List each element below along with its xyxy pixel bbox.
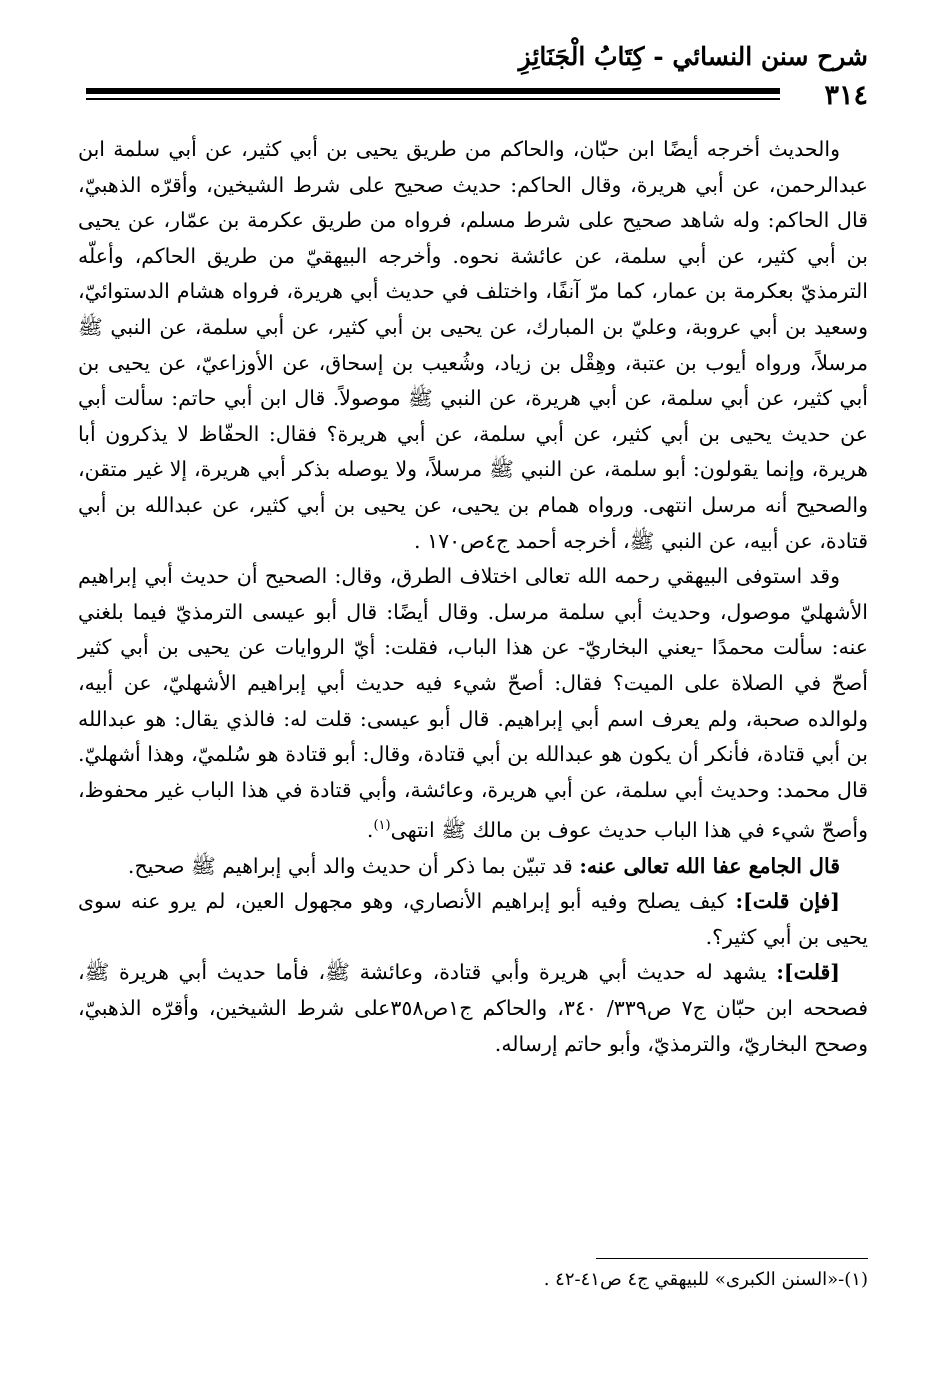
paragraph-4-lead: [فإن قلت]: bbox=[735, 889, 840, 914]
paragraph-4-text: كيف يصلح وفيه أبو إبراهيم الأنصاري، وهو مجهول العين، لم يرو عنه سوى يحيى بن أبي كثير؟. bbox=[78, 889, 868, 949]
paragraph-1: والحديث أخرجه أيضًا ابن حبّان، والحاكم من طريق يحيى بن أبي كثير، عن أبي سلمة ابن عبدالرحمن، عن أبي هريرة، وقال الحاكم: حديث صحيح على شرط الشيخين، وأقرّه الذهبيّ، قال الحاكم: وله شاهد صحيح على شرط مسلم، فرواه من طريق عكرمة بن عمّار، عن يحيى بن أبي كثير، عن أبي سلمة، عن عائشة نحوه. وأخرجه البيهقيّ من طريق الحاكم، وأعلّه الترمذيّ بعكرمة بن عمار، كما مرّ آنفًا، واختلف في حديث أبي هريرة، فرواه هشام الدستوائيّ، وسعيد بن أبي عروبة، وعليّ بن المبارك، عن يحيى بن أبي كثير، عن أبي سلمة، عن النبي ﷺ مرسلاً، ورواه أيوب بن عتبة، وهِقْل بن زياد، وشُعيب بن إسحاق، عن الأوزاعيّ، عن يحيى بن أبي كثير، عن أبي سلمة، عن أبي هريرة، عن النبي ﷺ موصولاً. قال ابن أبي حاتم: سألت أبي عن حديث يحيى بن أبي كثير، عن أبي سلمة، عن أبي هريرة؟ فقال: الحفّاظ لا يذكرون أبا هريرة، وإنما يقولون: أبو سلمة، عن النبي ﷺ مرسلاً، ولا يوصله بذكر أبي هريرة، إلا غير متقن، والصحيح أنه مرسل انتهى. ورواه همام بن يحيى، عن يحيى بن أبي كثير، عن عبدالله بن أبي قتادة، عن أبيه، عن النبي ﷺ، أخرجه أحمد ج٤ص١٧٠ . bbox=[78, 137, 868, 553]
running-title: شرح سنن النسائي - كِتَابُ الْجَنَائِزِ bbox=[518, 42, 868, 71]
paragraph-5-lead: [قلت]: bbox=[776, 960, 840, 985]
paragraph-2-end: . bbox=[366, 818, 374, 843]
page-number: ٣١٤ bbox=[824, 80, 868, 111]
paragraph-2-text: وقد استوفى البيهقي رحمه الله تعالى اختلاف الطرق، وقال: الصحيح أن حديث أبي إبراهيم الأشهليّ موصول، وحديث أبي سلمة مرسل. وقال أيضًا: قال أبو عيسى الترمذيّ فيما بلغني عنه: سألت محمدًا -يعني البخاريّ- عن هذا الباب، فقلت: أيّ الروايات عن يحيى بن أبي كثير أصحّ في الصلاة على الميت؟ فقال: أصحّ شيء فيه حديث أبي إبراهيم الأشهليّ، عن أبيه، ولوالده صحبة، ولم يعرف اسم أبي إبراهيم. قال أبو عيسى: قلت له: فالذي يقال: هو عبدالله بن أبي قتادة، فأنكر أن يكون هو عبدالله بن أبي قتادة، وقال: أبو قتادة هو سُلميّ، وهذا أشهليّ. قال محمد: وحديث أبي سلمة، عن أبي هريرة، وعائشة، وأبي قتادة في هذا الباب غير محفوظ، وأصحّ شيء في هذا الباب حديث عوف بن مالك ﷺ انتهى bbox=[78, 564, 868, 843]
paragraph-3-lead: قال الجامع عفا الله تعالى عنه: bbox=[579, 853, 840, 878]
paragraph-2 bbox=[78, 559, 868, 849]
paragraph-5 bbox=[78, 955, 868, 1062]
footnote-ref[interactable]: (١) bbox=[373, 818, 391, 834]
paragraph-3-text: قد تبيّن بما ذكر أن حديث والد أبي إبراهيم ﷺ صحيح. bbox=[127, 853, 580, 878]
body-text bbox=[78, 132, 868, 1062]
footnote: (١)-«السنن الكبرى» للبيهقي ج٤ ص٤١-٤٢ . bbox=[543, 1269, 868, 1290]
page-header bbox=[86, 40, 868, 111]
paragraph-3 bbox=[78, 849, 868, 885]
footnote-rule bbox=[596, 1258, 868, 1259]
paragraph-5-text: يشهد له حديث أبي هريرة وأبي قتادة، وعائشة ﷺ، فأما حديث أبي هريرة ﷺ، فصححه ابن حبّان ج٧ ص٣٣٩/ ٣٤٠، والحاكم ج١ص٣٥٨على شرط الشيخين، وأقرّه الذهبيّ، وصحح البخاريّ، والترمذيّ، وأبو حاتم إرساله. bbox=[78, 960, 868, 1056]
paragraph-4 bbox=[78, 884, 868, 955]
header-rule-thick bbox=[86, 88, 780, 94]
header-rule-thin bbox=[86, 98, 780, 100]
